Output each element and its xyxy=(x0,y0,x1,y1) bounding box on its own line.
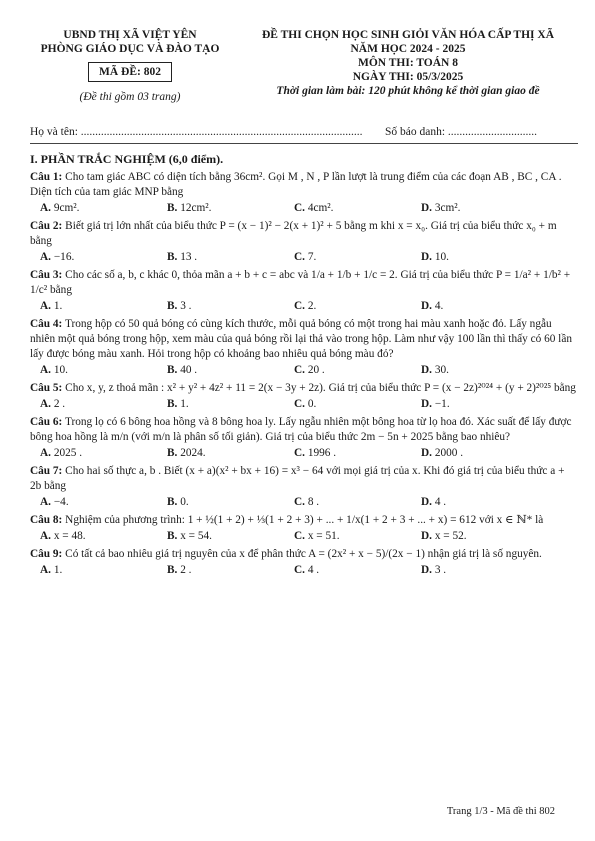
question-label: Câu 7: xyxy=(30,465,63,477)
option-value: 0. xyxy=(307,398,317,410)
option-value: 0. xyxy=(180,496,189,508)
header-left xyxy=(30,28,230,104)
question-text: Trong lọ có 6 bông hoa hồng và 8 bông hoa ly. Lấy ngẫu nhiên một bông hoa từ lọ hoa đó. Xác suất để lấy được bông hoa hồng là m/n (với m/n là phân số tối giản). Giá trị của biểu thức 2m − 5n + 2025 bằng bao nhiêu? xyxy=(30,416,572,443)
option-value: 3cm². xyxy=(434,202,461,214)
question-text: Cho tam giác ABC có diện tích bằng 36cm². Gọi M , N , P lần lượt là trung điểm của các đoạn AB , BC , CA . Diện tích của tam giác MNP bằng xyxy=(30,171,562,198)
option-key: D. xyxy=(421,398,432,410)
question-label: Câu 8: xyxy=(30,514,63,526)
option-value: 2024. xyxy=(180,447,206,459)
option-key: C. xyxy=(294,564,305,576)
answer-options xyxy=(40,397,578,412)
question-label: Câu 5: xyxy=(30,382,63,394)
answer-option xyxy=(167,250,294,265)
option-value: 9cm². xyxy=(53,202,80,214)
question-label: Câu 4: xyxy=(30,318,63,330)
exam-code-box: MÃ ĐỀ: 802 xyxy=(88,62,172,82)
option-key: A. xyxy=(40,447,51,459)
subject: MÔN THI: TOÁN 8 xyxy=(357,57,458,69)
question-label: Câu 9: xyxy=(30,548,63,560)
question-label: Câu 2: xyxy=(30,220,63,232)
option-value: 2 . xyxy=(53,398,66,410)
option-key: D. xyxy=(421,447,432,459)
answer-option xyxy=(40,495,167,510)
option-value: 1996 . xyxy=(307,447,337,459)
answer-option xyxy=(167,363,294,378)
option-key: A. xyxy=(40,496,51,508)
question-text: Có tất cả bao nhiêu giá trị nguyên của x để phân thức A = (2x² + x − 5)/(2x − 1) nhận giá trị là số nguyên. xyxy=(65,548,542,560)
exam-title: ĐỀ THI CHỌN HỌC SINH GIỎI VĂN HÓA CẤP THỊ XÃ xyxy=(261,29,555,41)
question-4 xyxy=(30,317,578,378)
option-key: A. xyxy=(40,300,51,312)
answer-option xyxy=(294,529,421,544)
option-key: B. xyxy=(167,530,178,542)
option-key: A. xyxy=(40,202,51,214)
answer-option xyxy=(40,563,167,578)
candidate-id-field: Số báo danh: ............................... xyxy=(385,126,538,138)
option-key: C. xyxy=(294,251,305,263)
option-key: C. xyxy=(294,447,305,459)
answer-option xyxy=(421,397,548,412)
option-value: x = 51. xyxy=(307,530,340,542)
department-name: PHÒNG GIÁO DỤC VÀ ĐÀO TẠO xyxy=(40,43,220,55)
answer-options xyxy=(40,495,578,510)
answer-options xyxy=(40,250,578,265)
answer-option xyxy=(167,495,294,510)
question-label: Câu 6: xyxy=(30,416,63,428)
option-key: B. xyxy=(167,398,178,410)
section-title: I. PHẦN TRẮC NGHIỆM (6,0 điểm). xyxy=(30,152,224,166)
option-value: 4cm². xyxy=(307,202,334,214)
option-value: x = 54. xyxy=(180,530,212,542)
option-key: D. xyxy=(421,300,432,312)
question-1 xyxy=(30,170,578,216)
option-key: D. xyxy=(421,364,432,376)
answer-options xyxy=(40,201,578,216)
question-text: Trong hộp có 50 quả bóng có cùng kích thước, mỗi quả bóng có một trong hai màu xanh hoặc đỏ. Lấy ngẫu nhiên một quả bóng trong hộp, xem màu của quả bóng rồi lại thả vào trong hộp. Làm như vậy 100 lần thì thấy có 60 lần lấy được bóng màu xanh. Hỏi trong hộp có khoảng bao nhiêu quả bóng màu đỏ? xyxy=(30,318,572,360)
option-value: 13 . xyxy=(180,251,198,263)
option-value: 30. xyxy=(434,364,449,376)
answer-option xyxy=(294,299,421,314)
question-2 xyxy=(30,219,578,265)
option-value: 10. xyxy=(53,364,68,376)
answer-option xyxy=(421,201,548,216)
option-key: C. xyxy=(294,530,305,542)
answer-option xyxy=(421,495,548,510)
header-right xyxy=(238,28,578,98)
answer-option xyxy=(294,563,421,578)
option-value: 4 . xyxy=(434,496,447,508)
question-text: Nghiệm của phương trình: 1 + ½(1 + 2) + ⅓(1 + 2 + 3) + ... + 1/x(1 + 2 + 3 + ... + x) = 612 với x ∈ ℕ* là xyxy=(65,514,544,526)
question-list xyxy=(30,170,578,578)
option-key: C. xyxy=(294,300,305,312)
answer-options xyxy=(40,299,578,314)
option-key: C. xyxy=(294,496,305,508)
option-value: 8 . xyxy=(307,496,320,508)
option-value: 3 . xyxy=(180,300,192,312)
questions-section xyxy=(30,152,578,578)
answer-option xyxy=(294,495,421,510)
answer-option xyxy=(421,446,548,461)
exam-date: NGÀY THI: 05/3/2025 xyxy=(352,71,464,83)
question-label: Câu 3: xyxy=(30,269,63,281)
option-value: 1. xyxy=(53,300,63,312)
option-value: −16. xyxy=(53,251,75,263)
option-key: A. xyxy=(40,530,51,542)
answer-option xyxy=(40,397,167,412)
answer-option xyxy=(294,446,421,461)
option-value: 2. xyxy=(307,300,317,312)
option-value: 4 . xyxy=(307,564,320,576)
option-value: 2025 . xyxy=(53,447,83,459)
answer-option xyxy=(294,250,421,265)
option-key: D. xyxy=(421,496,432,508)
option-key: C. xyxy=(294,202,305,214)
option-key: B. xyxy=(167,447,178,459)
candidate-info xyxy=(30,126,578,138)
answer-options xyxy=(40,446,578,461)
option-key: A. xyxy=(40,564,51,576)
option-key: D. xyxy=(421,530,432,542)
option-key: B. xyxy=(167,251,178,263)
answer-option xyxy=(167,397,294,412)
option-value: 3 . xyxy=(434,564,447,576)
option-key: B. xyxy=(167,364,178,376)
question-text: Cho các số a, b, c khác 0, thỏa mãn a + b + c = abc và 1/a + 1/b + 1/c = 2. Giá trị của biểu thức P = 1/a² + 1/b² + 1/c² bằng xyxy=(30,269,571,296)
answer-option xyxy=(421,363,548,378)
option-key: A. xyxy=(40,251,51,263)
option-value: 4. xyxy=(434,300,444,312)
question-label: Câu 1: xyxy=(30,171,63,183)
answer-option xyxy=(421,250,548,265)
header-divider xyxy=(30,143,578,144)
answer-option xyxy=(294,201,421,216)
answer-option xyxy=(294,397,421,412)
option-value: −1. xyxy=(434,398,450,410)
option-value: 1. xyxy=(53,564,63,576)
school-year: NĂM HỌC 2024 - 2025 xyxy=(350,43,466,55)
answer-option xyxy=(40,529,167,544)
answer-option xyxy=(167,201,294,216)
answer-option xyxy=(167,563,294,578)
option-key: D. xyxy=(421,202,432,214)
page-footer: Trang 1/3 - Mã đề thi 802 xyxy=(446,806,555,817)
answer-option xyxy=(40,250,167,265)
option-value: 2000 . xyxy=(434,447,464,459)
answer-options xyxy=(40,563,578,578)
question-text: Biết giá trị lớn nhất của biểu thức P = (x − 1)² − 2(x + 1)² + 5 bằng m khi x = x₀. Giá trị của biểu thức x₀ + m bằng xyxy=(30,220,557,247)
option-value: −4. xyxy=(53,496,69,508)
answer-option xyxy=(40,363,167,378)
answer-option xyxy=(40,201,167,216)
option-value: 10. xyxy=(434,251,449,263)
authority-name: UBND THỊ XÃ VIỆT YÊN xyxy=(63,29,197,41)
option-value: 12cm². xyxy=(180,202,212,214)
answer-option xyxy=(421,563,548,578)
question-6 xyxy=(30,415,578,461)
option-key: B. xyxy=(167,202,178,214)
option-value: 20 . xyxy=(307,364,325,376)
option-key: D. xyxy=(421,251,432,263)
question-8 xyxy=(30,513,578,544)
answer-options xyxy=(40,529,578,544)
answer-options xyxy=(40,363,578,378)
question-7 xyxy=(30,464,578,510)
question-text: Cho hai số thực a, b . Biết (x + a)(x² + bx + 16) = x³ − 64 với mọi giá trị của x. Khi đó giá trị của biểu thức a + 2b bằng xyxy=(30,465,565,492)
option-value: 40 . xyxy=(180,364,198,376)
answer-option xyxy=(421,299,548,314)
option-key: A. xyxy=(40,398,51,410)
option-key: C. xyxy=(294,364,305,376)
question-5 xyxy=(30,381,578,412)
answer-option xyxy=(421,529,548,544)
option-key: D. xyxy=(421,564,432,576)
option-value: 2 . xyxy=(180,564,192,576)
question-text: Cho x, y, z thoả mãn : x² + y² + 4z² + 11 = 2(x − 3y + 2z). Giá trị của biểu thức P = (x − 2z)²⁰²⁴ + (y + 2)²⁰²⁵ bằng xyxy=(65,382,576,394)
question-9 xyxy=(30,547,578,578)
answer-option xyxy=(294,363,421,378)
option-value: x = 52. xyxy=(434,530,467,542)
option-key: B. xyxy=(167,300,178,312)
answer-option xyxy=(167,299,294,314)
time-allowed: Thời gian làm bài: 120 phút không kể thời gian giao đề xyxy=(276,85,540,97)
option-key: C. xyxy=(294,398,305,410)
answer-option xyxy=(40,299,167,314)
option-value: 1. xyxy=(180,398,189,410)
option-value: 7. xyxy=(307,251,317,263)
answer-option xyxy=(167,529,294,544)
option-key: B. xyxy=(167,496,178,508)
question-3 xyxy=(30,268,578,314)
answer-option xyxy=(40,446,167,461)
option-value: x = 48. xyxy=(53,530,86,542)
pages-note: (Đề thi gồm 03 trang) xyxy=(79,91,181,103)
candidate-name-field: Họ và tên: .................................................................................................. xyxy=(30,126,363,138)
option-key: B. xyxy=(167,564,178,576)
option-key: A. xyxy=(40,364,51,376)
answer-option xyxy=(167,446,294,461)
